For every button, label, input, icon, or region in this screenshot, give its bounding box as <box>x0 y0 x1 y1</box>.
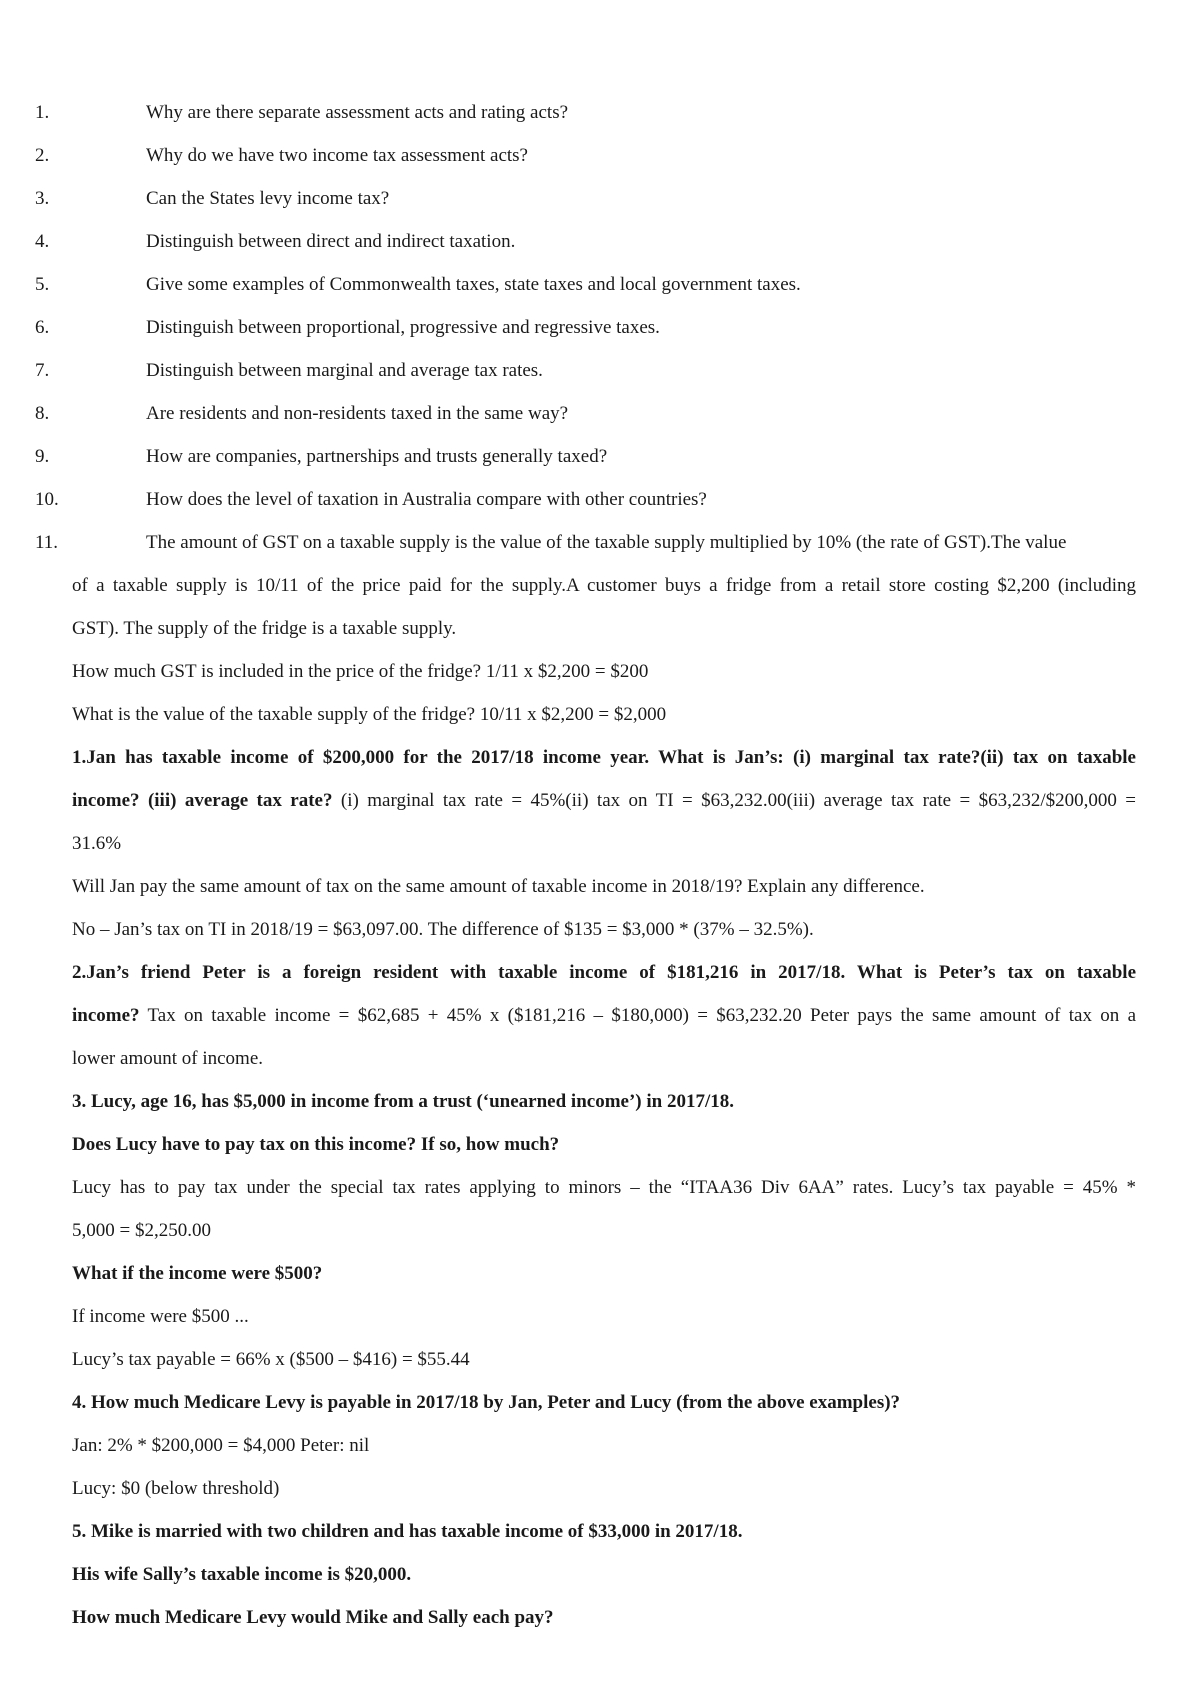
question-number: 10. <box>35 489 59 510</box>
question-number: 6. <box>35 317 50 338</box>
example-4-answer-2: Lucy: $0 (below threshold) <box>72 1478 280 1499</box>
example-2-bold-line: 2.Jan’s friend Peter is a foreign resident with taxable income of $181,216 in 2017/18. What is Peter’s tax on taxable <box>72 962 1136 983</box>
example-1-answer-end: 31.6% <box>72 833 122 854</box>
example-5-line-1-text: 5. Mike is married with two children and has taxable income of $33,000 in 2017/18. <box>72 1521 743 1542</box>
question-number: 8. <box>35 403 50 424</box>
example-3-question <box>72 1133 559 1157</box>
question-text: How are companies, partnerships and trusts generally taxed? <box>146 446 608 467</box>
example-3-question-2-text: What if the income were $500? <box>72 1263 323 1284</box>
question-text: Can the States levy income tax? <box>146 188 390 209</box>
example-5-line-3-text: How much Medicare Levy would Mike and Sally each pay? <box>72 1607 554 1628</box>
example-3-answer-1: Lucy has to pay tax under the special tax rates applying to minors – the “ITAA36 Div 6AA” rates. Lucy’s tax payable = 45% * <box>72 1177 1136 1198</box>
example-4-answer-1: Jan: 2% * $200,000 = $4,000 Peter: nil <box>72 1435 370 1456</box>
example-1-heading <box>72 746 1136 770</box>
gst-question-1: How much GST is included in the price of the fridge? 1/11 x $2,200 = $200 <box>72 661 649 682</box>
example-2-answer: Tax on taxable income = $62,685 + 45% x ($181,216 – $180,000) = $63,232.20 Peter pays the same amount of tax on a <box>139 1005 1136 1026</box>
example-5-line-1 <box>72 1520 742 1544</box>
question-text: The amount of GST on a taxable supply is the value of the taxable supply multiplied by 10% (the rate of GST).The value <box>146 532 1067 553</box>
example-2-answer-end: lower amount of income. <box>72 1048 264 1069</box>
example-3-answer-4: Lucy’s tax payable = 66% x ($500 – $416) = $55.44 <box>72 1349 470 1370</box>
example-3-question-text: Does Lucy have to pay tax on this income? If so, how much? <box>72 1134 560 1155</box>
question-number: 2. <box>35 145 50 166</box>
question-text: Why do we have two income tax assessment acts? <box>146 145 528 166</box>
example-2-heading <box>72 961 1136 985</box>
example-1-bold-tail: income? (iii) average tax rate? <box>72 790 333 811</box>
example-3-answer-3: If income were $500 ... <box>72 1306 249 1327</box>
example-2-bold-tail: income? <box>72 1005 140 1026</box>
question-number: 1. <box>35 102 50 123</box>
question-number: 3. <box>35 188 50 209</box>
example-3-answer-2: 5,000 = $2,250.00 <box>72 1220 211 1241</box>
example-1-bold-line: 1.Jan has taxable income of $200,000 for the 2017/18 income year. What is Jan’s: (i) marginal tax rate?(ii) tax on taxable <box>72 747 1136 768</box>
example-3-heading-text: 3. Lucy, age 16, has $5,000 in income from a trust (‘unearned income’) in 2017/18. <box>72 1091 734 1112</box>
question-text: Are residents and non-residents taxed in the same way? <box>146 403 569 424</box>
question-number: 11. <box>35 532 59 553</box>
example-4-heading <box>72 1391 900 1415</box>
q11-continuation-1: of a taxable supply is 10/11 of the price paid for the supply.A customer buys a fridge from a retail store costing $2,200 (including <box>72 575 1136 596</box>
question-text: Distinguish between marginal and average tax rates. <box>146 360 543 381</box>
example-1-followup-answer: No – Jan’s tax on TI in 2018/19 = $63,097.00. The difference of $135 = $3,000 * (37% – 32.5%). <box>72 919 814 940</box>
question-text: How does the level of taxation in Australia compare with other countries? <box>146 489 707 510</box>
question-number: 5. <box>35 274 50 295</box>
example-3-question-2 <box>72 1262 322 1286</box>
question-text: Distinguish between proportional, progressive and regressive taxes. <box>146 317 660 338</box>
question-text: Distinguish between direct and indirect taxation. <box>146 231 516 252</box>
example-5-line-2-text: His wife Sally’s taxable income is $20,000. <box>72 1564 412 1585</box>
example-1-line-2 <box>72 789 1136 813</box>
question-text: Why are there separate assessment acts and rating acts? <box>146 102 569 123</box>
q11-continuation-2: GST). The supply of the fridge is a taxable supply. <box>72 618 457 639</box>
example-3-heading <box>72 1090 734 1114</box>
example-2-line-2 <box>72 1004 1136 1028</box>
example-4-heading-text: 4. How much Medicare Levy is payable in 2017/18 by Jan, Peter and Lucy (from the above examples)? <box>72 1392 901 1413</box>
question-text: Give some examples of Commonwealth taxes, state taxes and local government taxes. <box>146 274 801 295</box>
example-1-answer: (i) marginal tax rate = 45%(ii) tax on TI = $63,232.00(iii) average tax rate = $63,232/$200,000 = <box>332 790 1136 811</box>
question-number: 7. <box>35 360 50 381</box>
example-1-followup: Will Jan pay the same amount of tax on the same amount of taxable income in 2018/19? Explain any difference. <box>72 876 925 897</box>
example-5-line-3 <box>72 1606 554 1630</box>
question-number: 4. <box>35 231 50 252</box>
gst-question-2: What is the value of the taxable supply of the fridge? 10/11 x $2,200 = $2,000 <box>72 704 667 725</box>
example-5-line-2 <box>72 1563 411 1587</box>
question-number: 9. <box>35 446 50 467</box>
